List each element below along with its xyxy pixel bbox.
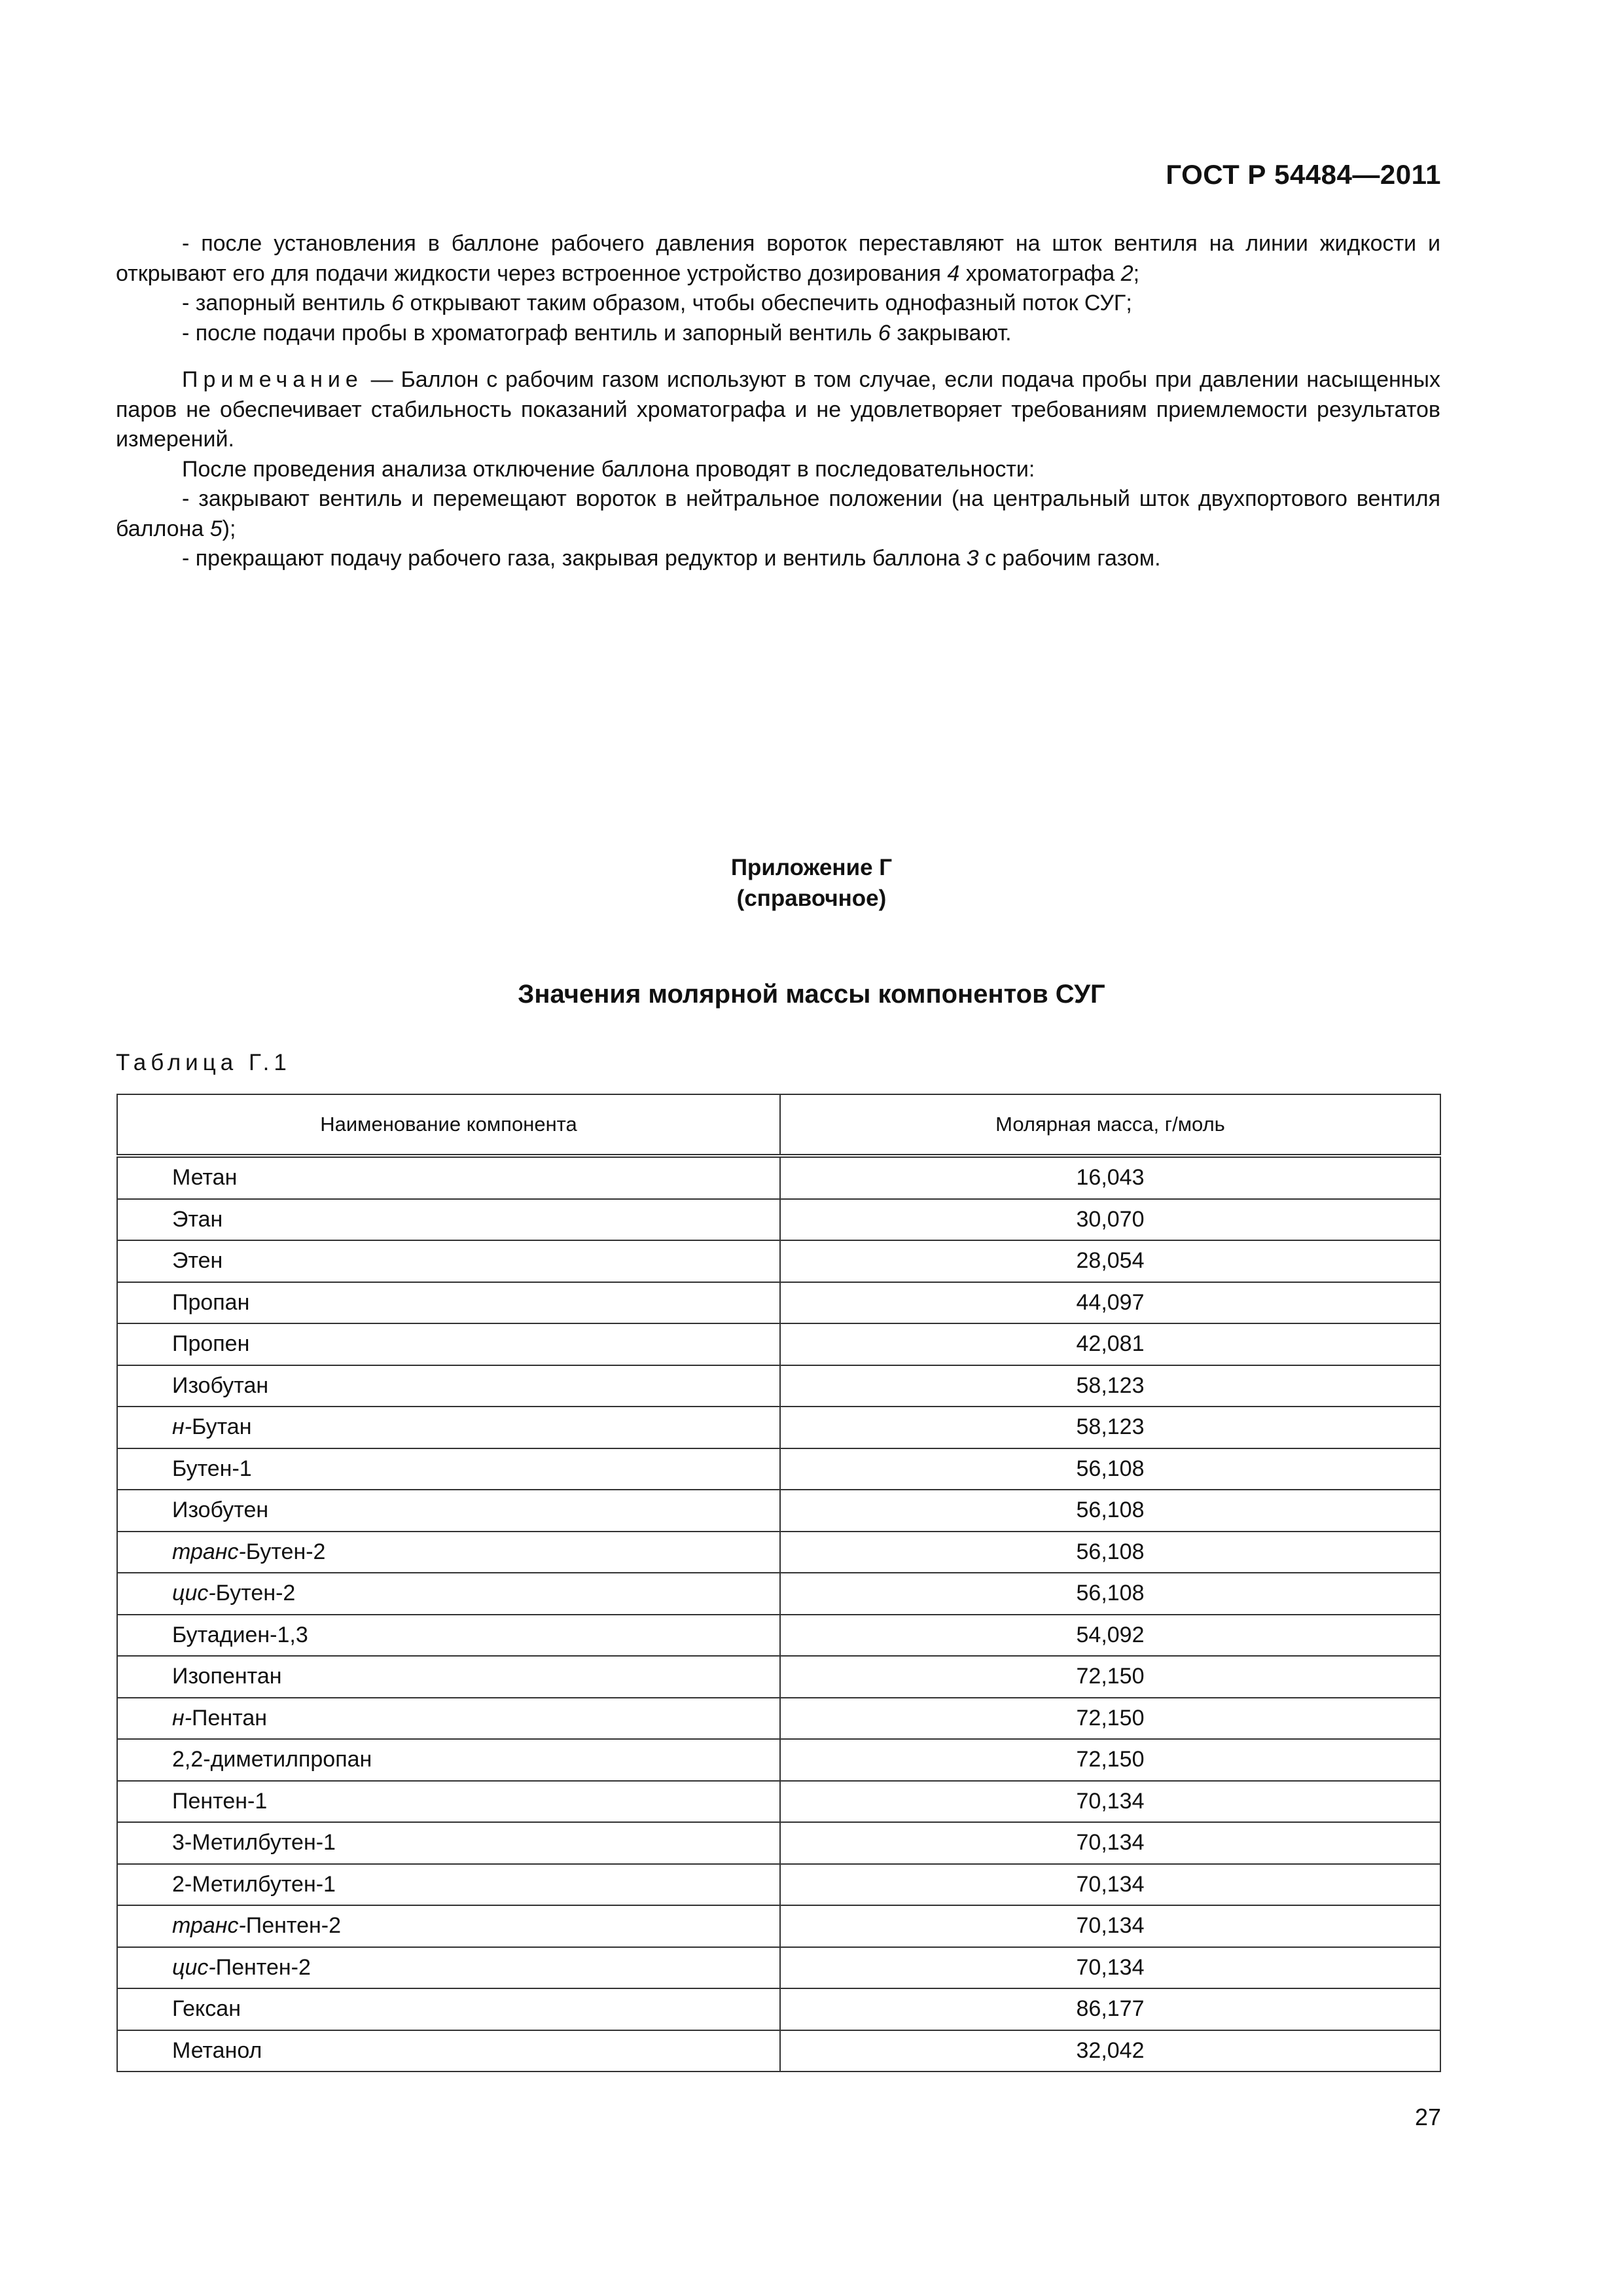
component-name-cell — [117, 1656, 780, 1698]
table-row — [117, 1864, 1440, 1906]
component-name: Пентен-1 — [172, 1788, 268, 1814]
note-text: — Баллон с рабочим газом используют в том случае, если подача пробы при давлении насыщенных паров не обеспечивает стабильность показаний хроматографа и не удовлетворяет требованиям приемлемости результатов измерений. — [116, 367, 1440, 452]
ref-number: 3 — [966, 546, 979, 571]
table-row — [117, 1615, 1440, 1657]
text-fragment: ; — [1133, 260, 1140, 286]
molar-mass-cell: 72,150 — [780, 1656, 1440, 1698]
component-name-cell — [117, 2030, 780, 2072]
component-name: Этан — [172, 1206, 223, 1232]
component-name-cell — [117, 1864, 780, 1906]
table-row — [117, 1698, 1440, 1740]
molar-mass-cell: 72,150 — [780, 1739, 1440, 1781]
component-name-cell — [117, 1199, 780, 1241]
component-name-cell — [117, 1532, 780, 1573]
molar-mass-cell: 28,054 — [780, 1240, 1440, 1282]
component-name: Изобутан — [172, 1372, 269, 1398]
note-paragraph — [116, 365, 1440, 455]
component-name: Пентен-2 — [215, 1954, 311, 1980]
paragraph-close-neutral — [116, 484, 1440, 544]
component-name-cell — [117, 1615, 780, 1657]
component-name: Изобутен — [172, 1498, 269, 1523]
table-row — [117, 1448, 1440, 1490]
component-name-cell — [117, 1822, 780, 1864]
paragraph-close-valve — [116, 319, 1440, 349]
column-header-molar-mass: Молярная масса, г/моль — [780, 1094, 1440, 1156]
molar-mass-cell: 16,043 — [780, 1156, 1440, 1199]
molar-mass-table — [116, 1094, 1441, 2072]
table-caption: Таблица Г.1 — [116, 1050, 291, 1075]
table-row — [117, 1490, 1440, 1532]
paragraph-switch-valve — [116, 229, 1440, 289]
component-name-cell — [117, 1988, 780, 2030]
molar-mass-cell: 86,177 — [780, 1988, 1440, 2030]
molar-mass-cell: 30,070 — [780, 1199, 1440, 1241]
component-prefix: транс- — [172, 1539, 246, 1564]
text-fragment: закрывают. — [890, 320, 1012, 346]
table-row — [117, 1573, 1440, 1615]
component-prefix: н- — [172, 1414, 192, 1440]
molar-mass-cell: 32,042 — [780, 2030, 1440, 2072]
molar-mass-cell: 56,108 — [780, 1573, 1440, 1615]
column-header-component: Наименование компонента — [117, 1094, 780, 1156]
molar-mass-cell: 72,150 — [780, 1698, 1440, 1740]
ref-number: 4 — [947, 260, 960, 286]
molar-mass-cell: 70,134 — [780, 1905, 1440, 1947]
annex-heading — [0, 852, 1623, 914]
component-name-cell — [117, 1282, 780, 1324]
component-name-cell — [117, 1240, 780, 1282]
text-fragment: хроматографа — [959, 260, 1121, 286]
molar-mass-cell: 42,081 — [780, 1323, 1440, 1365]
ref-number: 5 — [209, 516, 223, 541]
table-row — [117, 1656, 1440, 1698]
molar-mass-cell: 58,123 — [780, 1365, 1440, 1407]
paragraph-shutoff-valve — [116, 289, 1440, 319]
table-row — [117, 1905, 1440, 1947]
molar-mass-cell: 70,134 — [780, 1864, 1440, 1906]
component-name: Изопентан — [172, 1664, 282, 1689]
text-fragment: с рабочим газом. — [978, 546, 1161, 571]
component-name-cell — [117, 1905, 780, 1947]
page-number: 27 — [1414, 2104, 1441, 2130]
paragraph-disconnect: После проведения анализа отключение баллона проводят в последовательности: — [182, 456, 1035, 482]
component-name: Пентан — [192, 1705, 268, 1731]
component-name-cell — [117, 1323, 780, 1365]
molar-mass-cell: 70,134 — [780, 1781, 1440, 1823]
ref-number: 6 — [391, 291, 404, 315]
table-header-row — [117, 1094, 1440, 1156]
table-row — [117, 1240, 1440, 1282]
text-fragment: ); — [222, 516, 236, 541]
table-row — [117, 2030, 1440, 2072]
molar-mass-cell: 70,134 — [780, 1822, 1440, 1864]
body-text — [116, 229, 1440, 574]
table-row — [117, 1822, 1440, 1864]
component-name-cell — [117, 1698, 780, 1740]
annex-title: Значения молярной массы компонентов СУГ — [518, 980, 1105, 1009]
component-prefix: н- — [172, 1705, 192, 1731]
table-row — [117, 1988, 1440, 2030]
table-row — [117, 1365, 1440, 1407]
molar-mass-cell: 58,123 — [780, 1407, 1440, 1448]
text-fragment: - закрывают вентиль и перемещают вороток в нейтральное положении (на центральный шток двухпортового вентиля баллона — [116, 486, 1440, 541]
table-row — [117, 1947, 1440, 1989]
component-name: Пентен-2 — [245, 1913, 342, 1939]
component-name-cell — [117, 1739, 780, 1781]
component-name-cell — [117, 1448, 780, 1490]
component-name: Метанол — [172, 2037, 262, 2063]
component-name: Метан — [172, 1165, 238, 1191]
component-prefix: цис- — [172, 1954, 216, 1980]
component-name: Этен — [172, 1248, 223, 1274]
component-name: Бутан — [192, 1414, 252, 1440]
text-fragment: - прекращают подачу рабочего газа, закрывая редуктор и вентиль баллона — [182, 546, 967, 571]
component-name: 2-Метилбутен-1 — [172, 1871, 336, 1897]
ref-number: 6 — [878, 320, 891, 346]
annex-label: Приложение Г — [730, 855, 893, 880]
annex-type: (справочное) — [736, 886, 887, 911]
note-label: Примечание — [182, 367, 363, 392]
molar-mass-cell: 56,108 — [780, 1532, 1440, 1573]
component-prefix: транс- — [172, 1913, 246, 1939]
text-fragment: открывают таким образом, чтобы обеспечить однофазный поток СУГ; — [404, 291, 1132, 315]
molar-mass-cell: 44,097 — [780, 1282, 1440, 1324]
component-name: 2,2-диметилпропан — [172, 1747, 372, 1772]
component-name-cell — [117, 1781, 780, 1823]
component-name: 3-Метилбутен-1 — [172, 1830, 336, 1856]
table-row — [117, 1781, 1440, 1823]
ref-number: 2 — [1120, 260, 1133, 286]
molar-mass-cell: 56,108 — [780, 1448, 1440, 1490]
component-name: Бутен-1 — [172, 1456, 252, 1481]
component-name: Пропен — [172, 1331, 250, 1357]
component-name-cell — [117, 1947, 780, 1989]
text-fragment: - запорный вентиль — [182, 291, 392, 315]
molar-mass-cell: 56,108 — [780, 1490, 1440, 1532]
table-row — [117, 1323, 1440, 1365]
component-name: Гексан — [172, 1996, 241, 2022]
table-row — [117, 1156, 1440, 1199]
component-name-cell — [117, 1573, 780, 1615]
table-row — [117, 1282, 1440, 1324]
document-code: ГОСТ Р 54484—2011 — [1166, 159, 1441, 190]
paragraph-stop-gas — [116, 544, 1440, 574]
component-name-cell — [117, 1156, 780, 1199]
component-name: Бутен-2 — [245, 1539, 326, 1564]
table-row — [117, 1739, 1440, 1781]
table-body — [117, 1156, 1440, 2072]
table-row — [117, 1407, 1440, 1448]
component-name-cell — [117, 1365, 780, 1407]
text-fragment: - после подачи пробы в хроматограф вентиль и запорный вентиль — [182, 320, 878, 346]
component-name-cell — [117, 1407, 780, 1448]
table-row — [117, 1199, 1440, 1241]
component-name: Бутен-2 — [215, 1581, 296, 1606]
component-prefix: цис- — [172, 1581, 216, 1606]
table-row — [117, 1532, 1440, 1573]
molar-mass-cell: 54,092 — [780, 1615, 1440, 1657]
component-name-cell — [117, 1490, 780, 1532]
text-fragment: - после установления в баллоне рабочего давления вороток переставляют на шток вентиля на линии жидкости и открывают его для подачи жидкости через встроенное устройство дозирования — [116, 231, 1440, 286]
component-name: Пропан — [172, 1289, 250, 1315]
molar-mass-cell: 70,134 — [780, 1947, 1440, 1989]
component-name: Бутадиен-1,3 — [172, 1622, 308, 1647]
